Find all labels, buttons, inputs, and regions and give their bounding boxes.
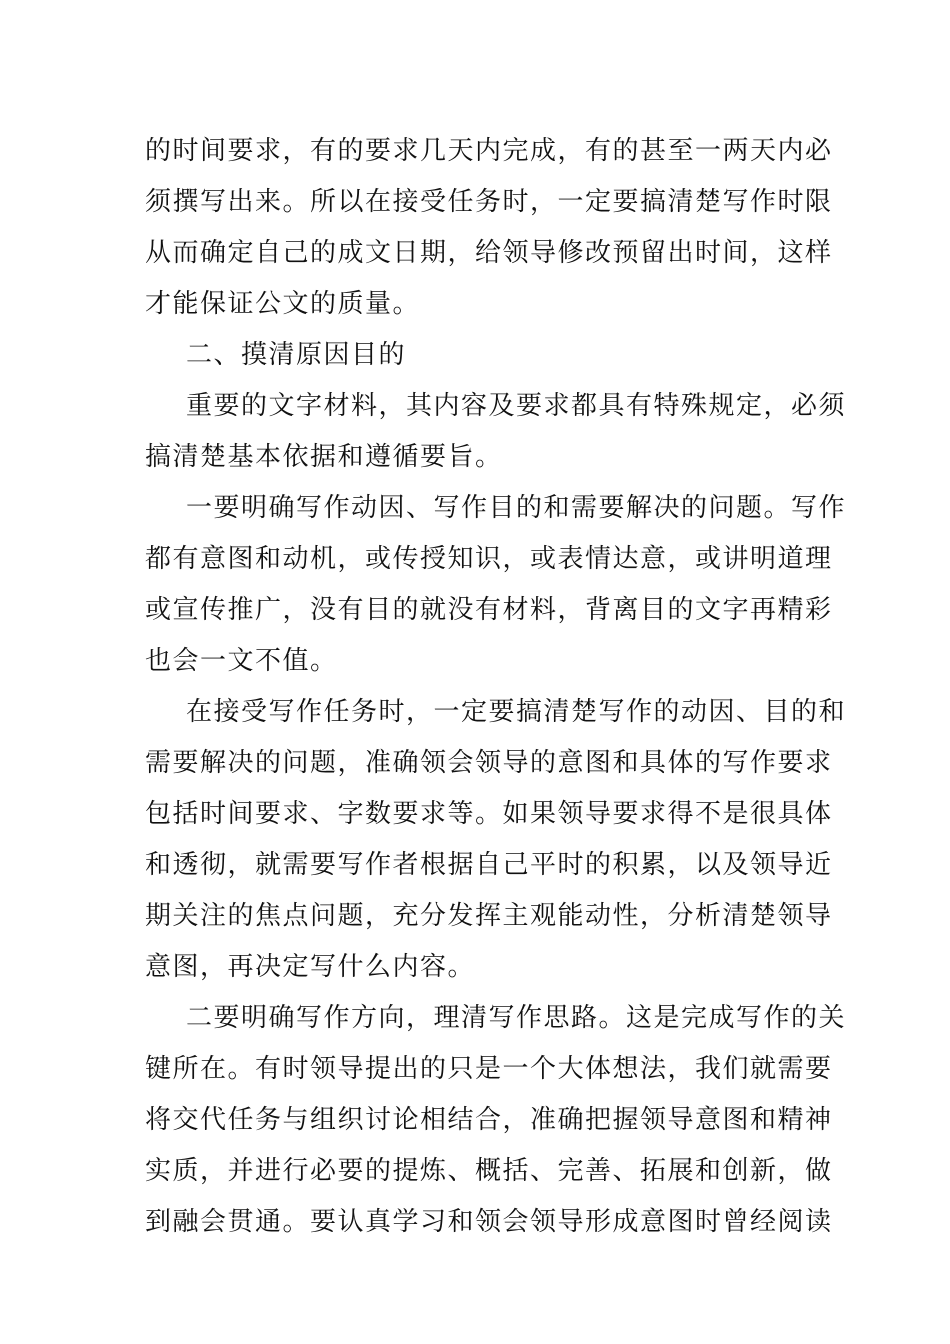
- text-line: 一要明确写作动因、写作目的和需要解决的问题。写作: [186, 493, 847, 523]
- text-line: 也会一文不值。: [145, 646, 338, 676]
- text-line: 将交代任务与组织讨论相结合，准确把握领导意图和精神: [145, 1105, 833, 1135]
- text-line: 从而确定自己的成文日期，给领导修改预留出时间，这样: [145, 238, 833, 268]
- text-line: 包括时间要求、字数要求等。如果领导要求得不是很具体: [145, 799, 833, 829]
- text-line: 搞清楚基本依据和遵循要旨。: [145, 442, 503, 472]
- text-line: 意图，再决定写什么内容。: [145, 952, 476, 982]
- text-line: 的时间要求，有的要求几天内完成，有的甚至一两天内必: [145, 136, 833, 166]
- text-line: 实质，并进行必要的提炼、概括、完善、拓展和创新，做: [145, 1156, 833, 1186]
- document-body-text: [145, 126, 847, 1248]
- text-line: 需要解决的问题，准确领会领导的意图和具体的写作要求: [145, 748, 833, 778]
- text-line: 二要明确写作方向，理清写作思路。这是完成写作的关: [186, 1003, 847, 1033]
- text-line: 和透彻，就需要写作者根据自己平时的积累，以及领导近: [145, 850, 833, 880]
- text-line: 或宣传推广，没有目的就没有材料，背离目的文字再精彩: [145, 595, 833, 625]
- text-line: 须撰写出来。所以在接受任务时，一定要搞清楚写作时限: [145, 187, 833, 217]
- text-line: 到融会贯通。要认真学习和领会领导形成意图时曾经阅读: [145, 1207, 833, 1237]
- text-line: 都有意图和动机，或传授知识，或表情达意，或讲明道理: [145, 544, 833, 574]
- section-heading: 二、摸清原因目的: [186, 340, 407, 370]
- text-line: 键所在。有时领导提出的只是一个大体想法，我们就需要: [145, 1054, 833, 1084]
- text-line: 期关注的焦点问题，充分发挥主观能动性，分析清楚领导: [145, 901, 833, 931]
- text-line: 才能保证公文的质量。: [145, 289, 421, 319]
- text-line: 重要的文字材料，其内容及要求都具有特殊规定，必须: [186, 391, 847, 421]
- text-line: 在接受写作任务时，一定要搞清楚写作的动因、目的和: [186, 697, 847, 727]
